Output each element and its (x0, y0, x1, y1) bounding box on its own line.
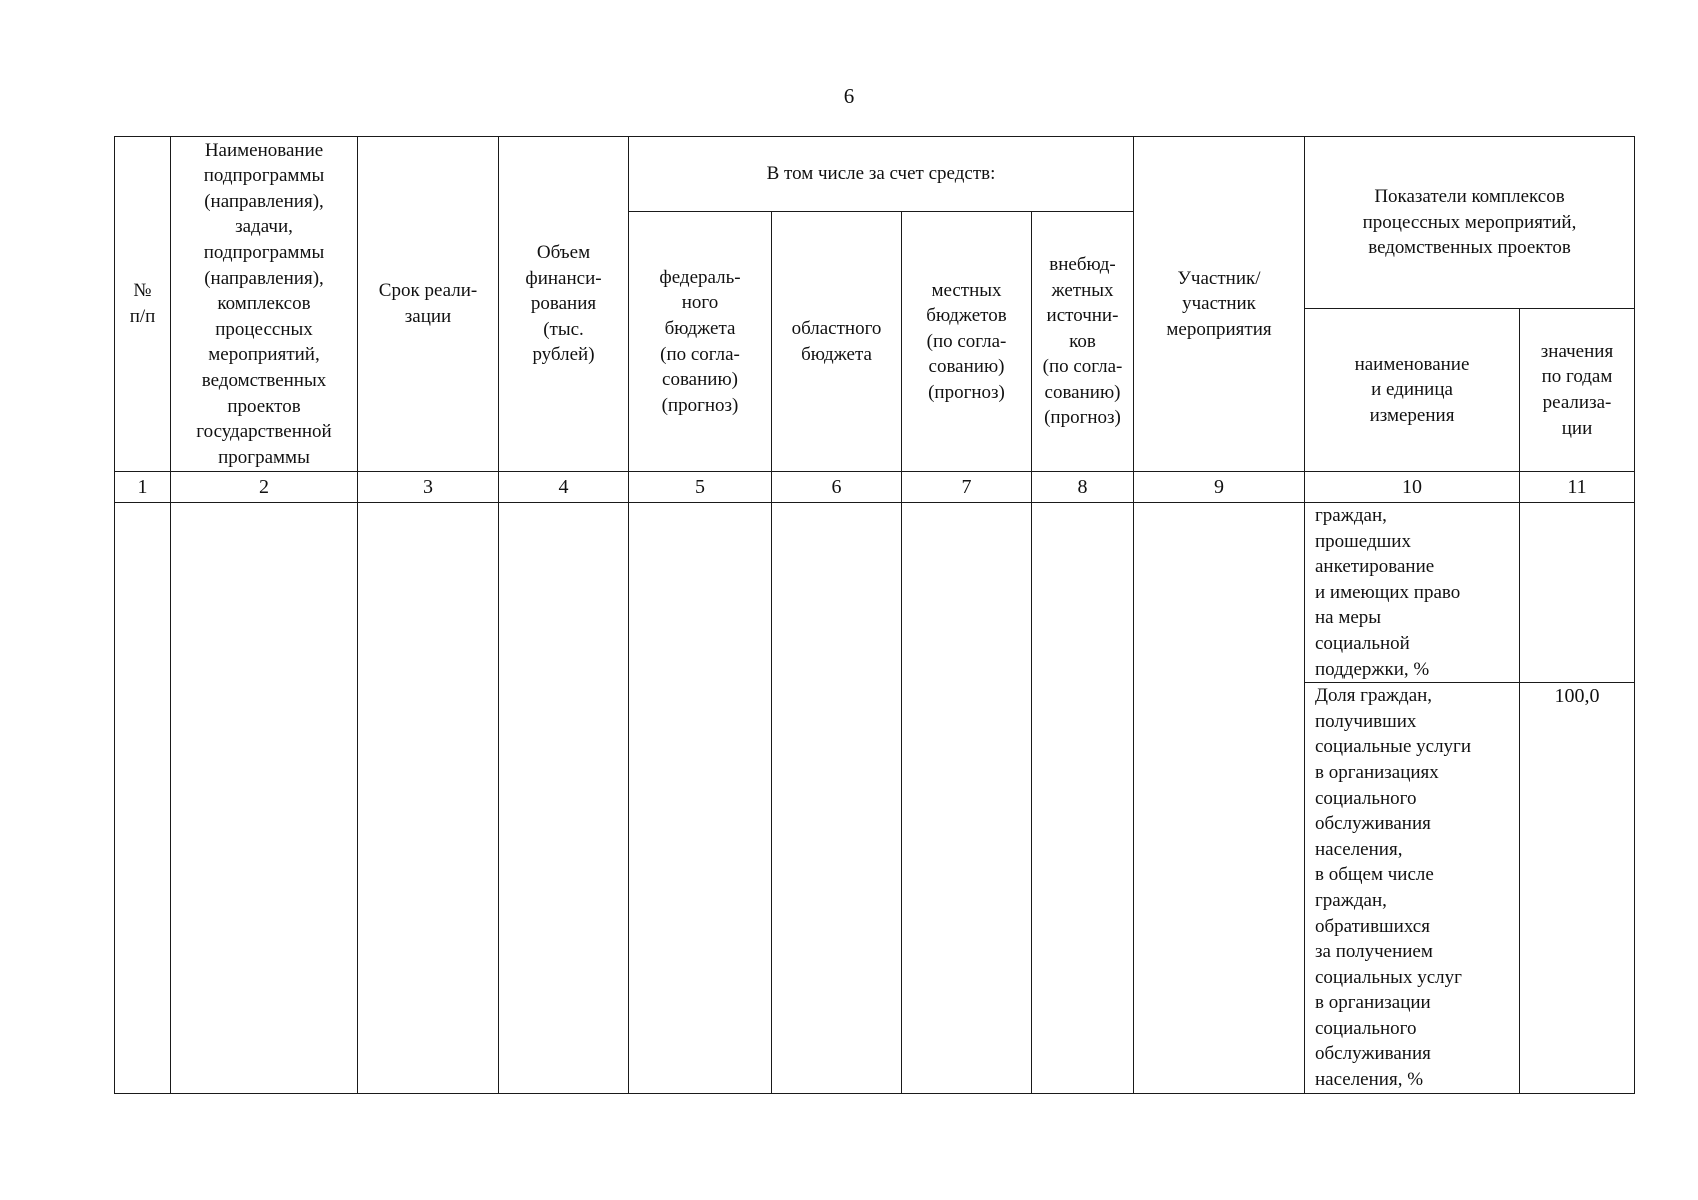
column-number: 9 (1134, 472, 1305, 503)
empty-cell (358, 503, 499, 1094)
empty-cell (902, 503, 1032, 1094)
column-number: 1 (115, 472, 171, 503)
table-row (115, 503, 1635, 683)
header-federal-budget: федераль- ного бюджета (по согла- сованию) (прогноз) (629, 212, 772, 472)
header-participant: Участник/ участник мероприятия (1134, 137, 1305, 472)
column-number: 2 (171, 472, 358, 503)
indicator-name: Доля граждан, получивших социальные услуги в организациях социального обслуживания населения, в общем числе граждан, обратившихся за получением социальных услуг в организации социального обслуживания населения, % (1305, 683, 1520, 1094)
empty-cell (1032, 503, 1134, 1094)
column-number: 3 (358, 472, 499, 503)
indicator-name: граждан, прошедших анкетирование и имеющих право на меры социальной поддержки, % (1305, 503, 1520, 683)
column-number: 7 (902, 472, 1032, 503)
header-implementation-period: Срок реали- зации (358, 137, 499, 472)
empty-cell (629, 503, 772, 1094)
empty-cell (115, 503, 171, 1094)
column-number: 4 (499, 472, 629, 503)
column-number: 10 (1305, 472, 1520, 503)
column-number: 11 (1520, 472, 1635, 503)
header-indicators-group: Показатели комплексов процессных мероприятий, ведомственных проектов (1305, 137, 1635, 309)
header-row-number: № п/п (115, 137, 171, 472)
column-number: 8 (1032, 472, 1134, 503)
empty-cell (171, 503, 358, 1094)
column-number: 6 (772, 472, 902, 503)
header-funding-volume: Объем финанси- рования (тыс. рублей) (499, 137, 629, 472)
header-funds-group: В том числе за счет средств: (629, 137, 1134, 212)
header-indicator-values: значения по годам реализа- ции (1520, 309, 1635, 472)
header-extrabudgetary-sources: внебюд- жетных источни- ков (по согла- сованию) (прогноз) (1032, 212, 1134, 472)
header-regional-budget: областного бюджета (772, 212, 902, 472)
indicator-value (1520, 503, 1635, 683)
header-subprogram-name: Наименование подпрограммы (направления), задачи, подпрограммы (направления), комплексов процессных мероприятий, ведомственных проектов государственной программы (171, 137, 358, 472)
indicator-value: 100,0 (1520, 683, 1635, 1094)
header-indicator-name: наименование и единица измерения (1305, 309, 1520, 472)
column-number-row (115, 472, 1635, 503)
empty-cell (1134, 503, 1305, 1094)
empty-cell (499, 503, 629, 1094)
header-local-budgets: местных бюджетов (по согла- сованию) (прогноз) (902, 212, 1032, 472)
column-number: 5 (629, 472, 772, 503)
page-number: 6 (843, 84, 855, 108)
program-table (114, 136, 1635, 1094)
empty-cell (772, 503, 902, 1094)
